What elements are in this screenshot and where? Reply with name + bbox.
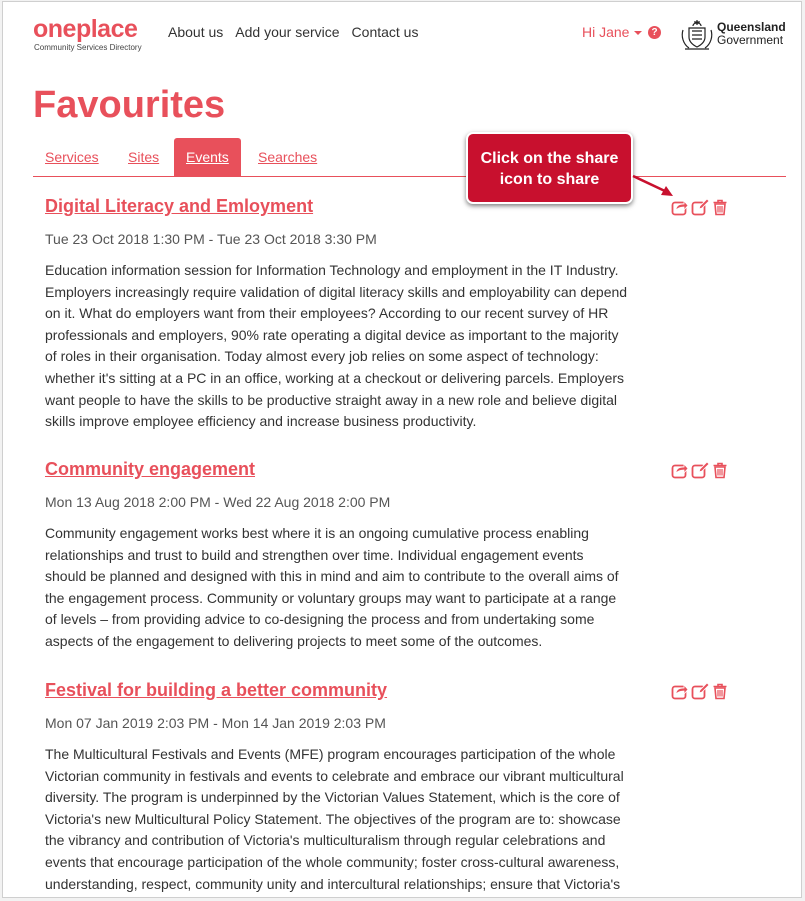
nav-add-your-service[interactable]: Add your service (235, 24, 340, 40)
share-icon[interactable] (671, 198, 689, 216)
description-line: want people to have the skills to be productive straight away in a new role and believe digital (45, 391, 618, 408)
tab-searches[interactable]: Searches (258, 149, 318, 165)
event-actions (671, 682, 729, 700)
queensland-government-logo (679, 16, 786, 52)
event-item (45, 196, 655, 433)
description-line: relationships and trust to build and strengthen over time. Individual engagement events (45, 546, 584, 563)
event-date: Mon 07 Jan 2019 2:03 PM - Mon 14 Jan 2019 2:03 PM (45, 715, 386, 731)
description-line: The Multicultural Festivals and Events (MFE) program encourages participation of the whole (45, 746, 616, 762)
share-icon[interactable] (671, 461, 689, 479)
nav-contact-us[interactable]: Contact us (351, 24, 419, 40)
event-description (45, 744, 655, 895)
tab-events[interactable]: Events (174, 138, 241, 177)
description-line: the engagement process. Community or voluntary groups may want to participate at a range (45, 589, 617, 606)
description-line: Community engagement works best where it is an ongoing cumulative process enabling (45, 525, 589, 541)
caret-down-icon (634, 31, 642, 35)
description-line: whether it's sitting at a PC in an office, working at a checkout or delivering parcels. Employers (45, 369, 625, 386)
description-line: of roles in their organisation. Today almost every job relies on some aspect of technology: (45, 348, 599, 365)
event-title-link[interactable]: Digital Literacy and Emloyment (45, 196, 314, 216)
trash-icon[interactable] (711, 198, 729, 216)
browser-page (2, 1, 802, 898)
event-date: Tue 23 Oct 2018 1:30 PM - Tue 23 Oct 2018 3:30 PM (45, 231, 377, 247)
event-title-link[interactable]: Festival for building a better community (45, 680, 388, 700)
callout-line-1: Click on the share (480, 150, 619, 167)
description-line: understanding, respect, community unity and intercultural relationships; ensure that Victoria's (45, 875, 621, 892)
top-navigation (168, 24, 418, 40)
trash-icon[interactable] (711, 461, 729, 479)
tab-services[interactable]: Services (45, 149, 99, 165)
logo-wordmark: oneplace (33, 15, 138, 43)
description-line: Victoria's new Multicultural Policy Statement. The objectives of the program are to: showcase (45, 810, 621, 827)
description-line: of levels – from providing advice to co-designing the process and from undertaking some (45, 611, 595, 628)
user-menu[interactable] (582, 24, 642, 40)
description-line: Victorian community in festivals and events to celebrate and embrace our vibrant multicultural (45, 767, 624, 784)
coat-of-arms-icon (679, 16, 715, 52)
description-line: diversity. The program is underpinned by the Victorian Values Statement, which is the core of (45, 789, 620, 806)
qg-logo-line-1: Queensland (717, 20, 786, 34)
trash-icon[interactable] (711, 682, 729, 700)
description-line: aspects of the engagement to delivering projects to meet some of the outcomes. (45, 632, 543, 649)
share-icon[interactable] (671, 682, 689, 700)
event-actions (671, 198, 729, 216)
event-item (45, 459, 655, 653)
user-greeting: Hi Jane (582, 24, 630, 40)
event-date: Mon 13 Aug 2018 2:00 PM - Wed 22 Aug 2018 2:00 PM (45, 494, 391, 510)
description-line: events that encourage participation of the whole community; foster cross-cultural awareness, (45, 853, 620, 870)
event-item (45, 680, 655, 895)
tab-sites[interactable]: Sites (128, 149, 160, 165)
description-line: the vibrancy and contribution of Victoria's multiculturalism through regular celebrations and (45, 832, 606, 849)
event-description (45, 260, 655, 433)
logo-tagline: Community Services Directory (34, 43, 142, 52)
description-line: skills improve employee efficiency and increase business productivity. (45, 413, 477, 430)
event-title-link[interactable]: Community engagement (45, 459, 256, 479)
description-line: should be planned and designed with this in mind and aim to contribute to the overall aims of (45, 568, 619, 585)
page-title: Favourites (33, 84, 226, 126)
qg-logo-line-2: Government (717, 33, 784, 47)
edit-icon[interactable] (691, 198, 709, 216)
description-line: Education information session for Information Technology and employment in the IT Industry. (45, 262, 619, 278)
edit-icon[interactable] (691, 461, 709, 479)
description-line: on it. What do employers want from their employees? According to our recent survey of HR (45, 305, 609, 322)
oneplace-logo[interactable] (33, 16, 142, 52)
nav-about-us[interactable]: About us (168, 24, 224, 40)
event-description (45, 523, 655, 653)
question-circle-icon[interactable]: ? (648, 26, 661, 39)
share-callout (466, 132, 633, 204)
description-line: Employers increasingly require validation of digital literacy skills and employability can depend (45, 283, 628, 300)
edit-icon[interactable] (691, 682, 709, 700)
description-line: professionals and employers, 90% rate operating a digital device as important to the majority (45, 326, 619, 343)
event-actions (671, 461, 729, 479)
callout-line-2: icon to share (499, 171, 600, 188)
